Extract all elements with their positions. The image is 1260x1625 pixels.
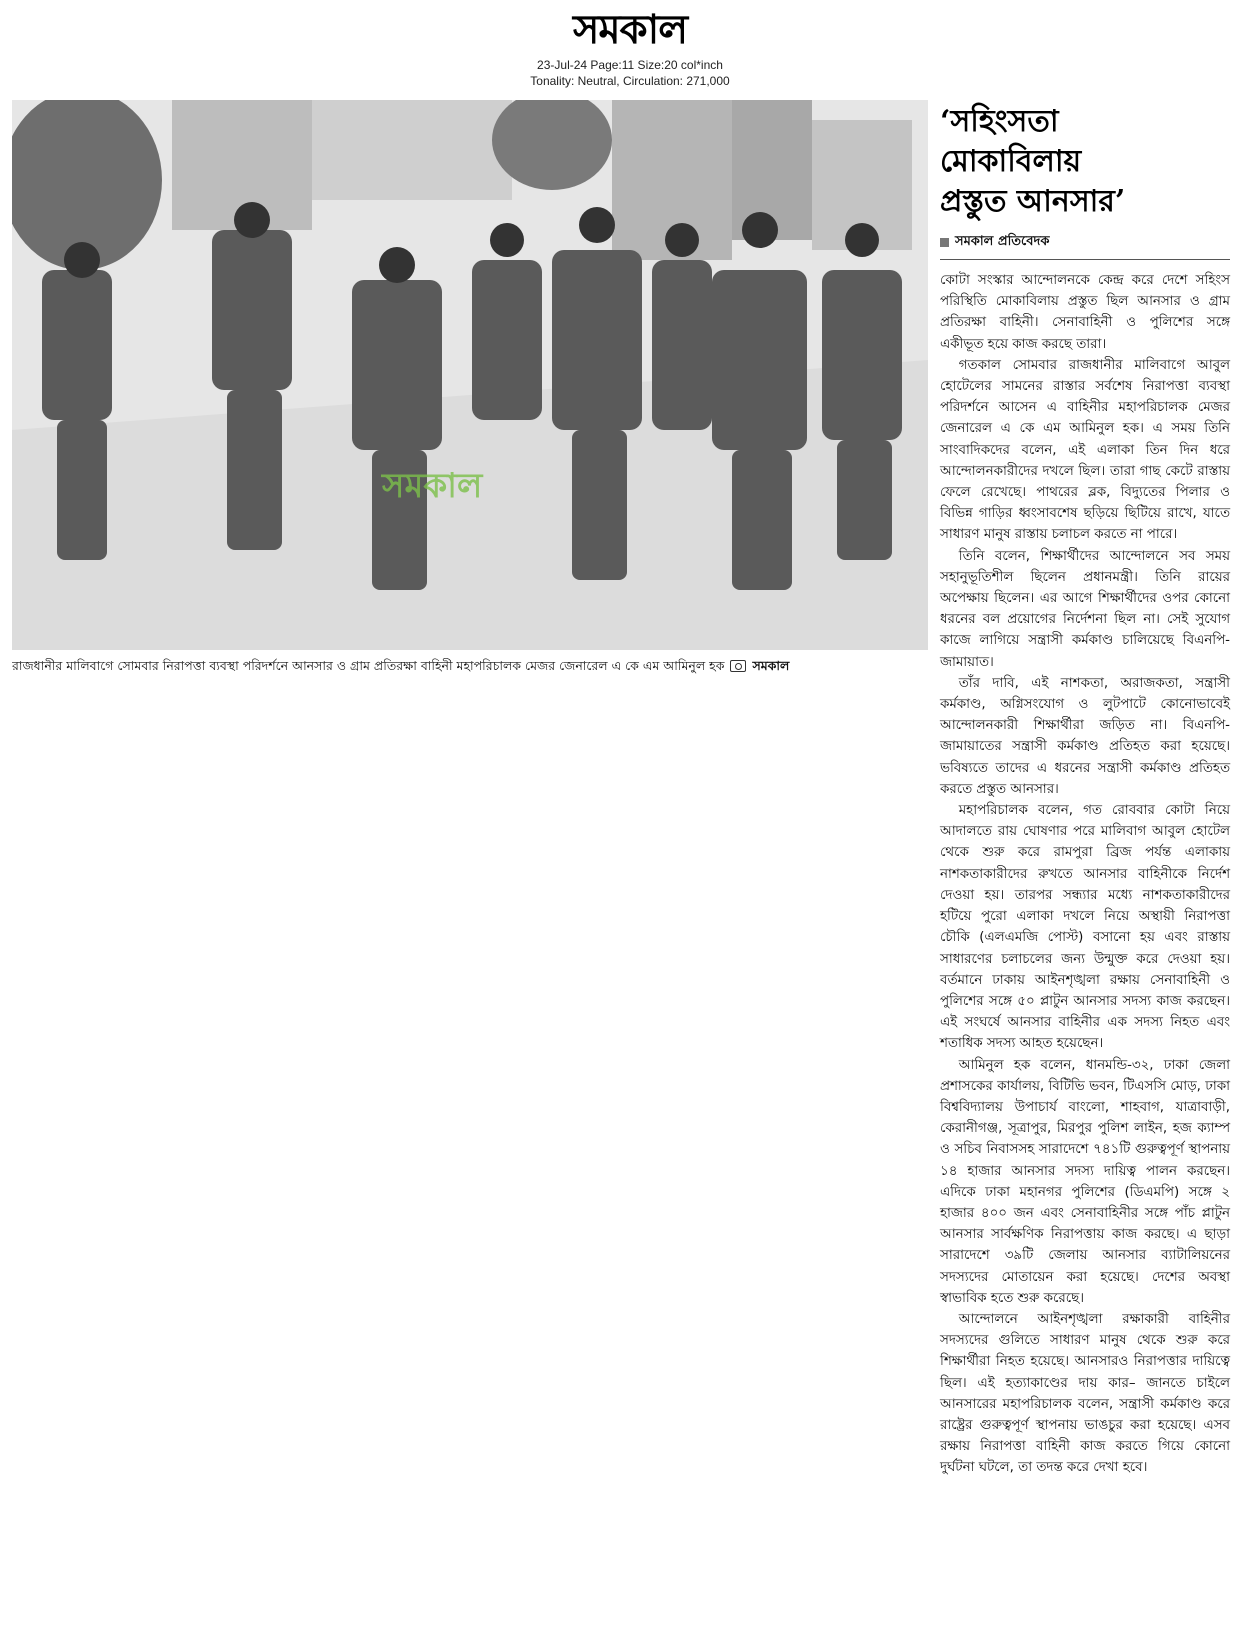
photo-credit: সমকাল bbox=[752, 658, 790, 673]
paragraph: তাঁর দাবি, এই নাশকতা, অরাজকতা, সন্ত্রাসী কর্মকাণ্ড, অগ্নিসংযোগ ও লুটপাটে কোনোভাবেই আন্দোলনকারী শিক্ষার্থীরা জড়িত না। বিএনপি-জামায়াতের সন্ত্রাসী কর্মকাণ্ড প্রতিহত করা হয়েছে। ভবিষ্যতে তাদের এ ধরনের সন্ত্রাসী কর্মকাণ্ড প্রতিহত করতে প্রস্তুত আনসার। bbox=[940, 675, 1230, 797]
photo-illustration bbox=[12, 100, 928, 650]
byline-square-icon bbox=[940, 238, 949, 247]
newspaper-logo bbox=[490, 4, 770, 56]
article-body bbox=[940, 270, 1230, 1479]
headline-line-3: প্রস্তুত আনসার’ bbox=[940, 184, 1126, 219]
paragraph: তিনি বলেন, শিক্ষার্থীদের আন্দোলনে সব সময় সহানুভূতিশীল ছিলেন প্রধানমন্ত্রী। তিনি রায়ের অপেক্ষায় ছিলেন। এর আগে শিক্ষার্থীদের ওপর কোনো ধরনের বল প্রয়োগের নির্দেশনা ছিল না। সেই সুযোগ কাজে লাগিয়ে সন্ত্রাসী কর্মকাণ্ড চালিয়েছে বিএনপি-জামায়াত। bbox=[940, 548, 1230, 670]
camera-icon bbox=[730, 660, 746, 672]
news-photo bbox=[12, 100, 928, 650]
headline-line-2: মোকাবিলায় bbox=[940, 144, 1082, 179]
paragraph: আমিনুল হক বলেন, ধানমন্ডি-৩২, ঢাকা জেলা প্রশাসকের কার্যালয়, বিটিভি ভবন, টিএসসি মোড়, ঢাকা বিশ্ববিদ্যালয় উপাচার্য বাংলো, শাহবাগ, যাত্রাবাড়ী, কেরানীগঞ্জ, সূত্রাপুর, মিরপুর পুলিশ লাইন, হজ ক্যাম্প ও সচিব নিবাসসহ সারাদেশে ৭৪১টি গুরুত্বপূর্ণ স্থাপনায় ১৪ হাজার আনসার সদস্য দায়িত্ব পালন করছেন। এদিকে ঢাকা মহানগর পুলিশের (ডিএমপি) সঙ্গে ২ হাজার ৪০০ জন এবং সেনাবাহিনীর সঙ্গে পাঁচ প্লাটুন আনসার সার্বক্ষণিক নিরাপত্তায় কাজ করছে। এ ছাড়া সারাদেশে ৩৯টি জেলায় আনসার ব্যাটালিয়নের সদস্যদের মোতায়েন করা হয়েছে। দেশের অবস্থা স্বাভাবিক হতে শুরু করেছে। bbox=[940, 1057, 1230, 1306]
clipping-meta-date: 23-Jul-24 Page:11 Size:20 col*inch bbox=[537, 58, 723, 72]
article bbox=[940, 102, 1230, 1479]
photo-caption bbox=[12, 657, 930, 675]
paragraph: আন্দোলনে আইনশৃঙ্খলা রক্ষাকারী বাহিনীর সদস্যদের গুলিতে সাধারণ মানুষ থেকে শুরু করে শিক্ষার্থীরা নিহত হয়েছে। আনসারও নিরাপত্তার দায়িত্বে ছিল। এই হত্যাকাণ্ডের দায় কার– জানতে চাইলে আনসারের মহাপরিচালক বলেন, সন্ত্রাসী কর্মকাণ্ড করে রাষ্ট্রের গুরুত্বপূর্ণ স্থাপনায় ভাঙচুর করা হয়েছে। এসব রক্ষায় নিরাপত্তা বাহিনী কাজ করতে গিয়ে কোনো দুর্ঘটনা ঘটলে, তা তদন্ত করে দেখা হবে। bbox=[940, 1311, 1230, 1476]
paragraph: কোটা সংস্কার আন্দোলনকে কেন্দ্র করে দেশে সহিংস পরিস্থিতি মোকাবিলায় প্রস্তুত ছিল আনসার ও গ্রাম প্রতিরক্ষা বাহিনী। সেনাবাহিনী ও পুলিশের সঙ্গে একীভূত হয়ে কাজ করছে তারা। bbox=[940, 273, 1230, 352]
paragraph: মহাপরিচালক বলেন, গত রোববার কোটা নিয়ে আদালতে রায় ঘোষণার পরে মালিবাগ আবুল হোটেল থেকে শুরু করে রামপুরা ব্রিজ পর্যন্ত এলাকায় নাশকতাকারীদের রুখতে আনসার বাহিনীকে নির্দেশ দেওয়া হয়। তারপর সন্ধ্যার মধ্যে নাশকতাকারীদের হটিয়ে পুরো এলাকা দখলে নিয়ে অস্থায়ী নিরাপত্তা চৌকি (এলএমজি পোস্ট) বসানো হয় এবং রাস্তায় সাধারণের চলাচলের জন্য উন্মুক্ত করে দেওয়া হয়। বর্তমানে ঢাকায় আইনশৃঙ্খলা রক্ষায় সেনাবাহিনী ও পুলিশের সঙ্গে ৫০ প্লাটুন আনসার সদস্য কাজ করছেন। এই সংঘর্ষে আনসার বাহিনীর এক সদস্য নিহত এবং শতাধিক সদস্য আহত হয়েছেন। bbox=[940, 803, 1230, 1052]
photo-watermark: সমকাল bbox=[382, 466, 483, 506]
byline bbox=[940, 232, 1230, 260]
logo-text: সমকাল bbox=[572, 6, 688, 53]
caption-text: রাজধানীর মালিবাগে সোমবার নিরাপত্তা ব্যবস্থা পরিদর্শনে আনসার ও গ্রাম প্রতিরক্ষা বাহিনী মহাপরিচালক মেজর জেনারেল এ কে এম আমিনুল হক bbox=[12, 658, 725, 673]
byline-text: সমকাল প্রতিবেদক bbox=[955, 234, 1050, 249]
headline bbox=[940, 102, 1230, 222]
paragraph: গতকাল সোমবার রাজধানীর মালিবাগে আবুল হোটেলের সামনের রাস্তার সর্বশেষ নিরাপত্তা ব্যবস্থা পরিদর্শনে আসেন এ বাহিনীর মহাপরিচালক মেজর জেনারেল এ কে এম আমিনুল হক। এ সময় তিনি সাংবাদিকদের বলেন, এই এলাকা তিন দিন ধরে আন্দোলনকারীদের দখলে ছিল। তারা গাছ কেটে রাস্তায় ফেলে রেখেছে। পাথরের ব্লক, বিদ্যুতের পিলার ও বিভিন্ন গাড়ির ধ্বংসাবশেষ ছড়িয়ে ছিটিয়ে রাখে, যাতে সাধারণ মানুষ রাস্তায় চলাচল করতে না পারে। bbox=[940, 357, 1230, 543]
headline-line-1: ‘সহিংসতা bbox=[940, 104, 1059, 139]
clipping-meta-circulation: Tonality: Neutral, Circulation: 271,000 bbox=[530, 74, 730, 88]
